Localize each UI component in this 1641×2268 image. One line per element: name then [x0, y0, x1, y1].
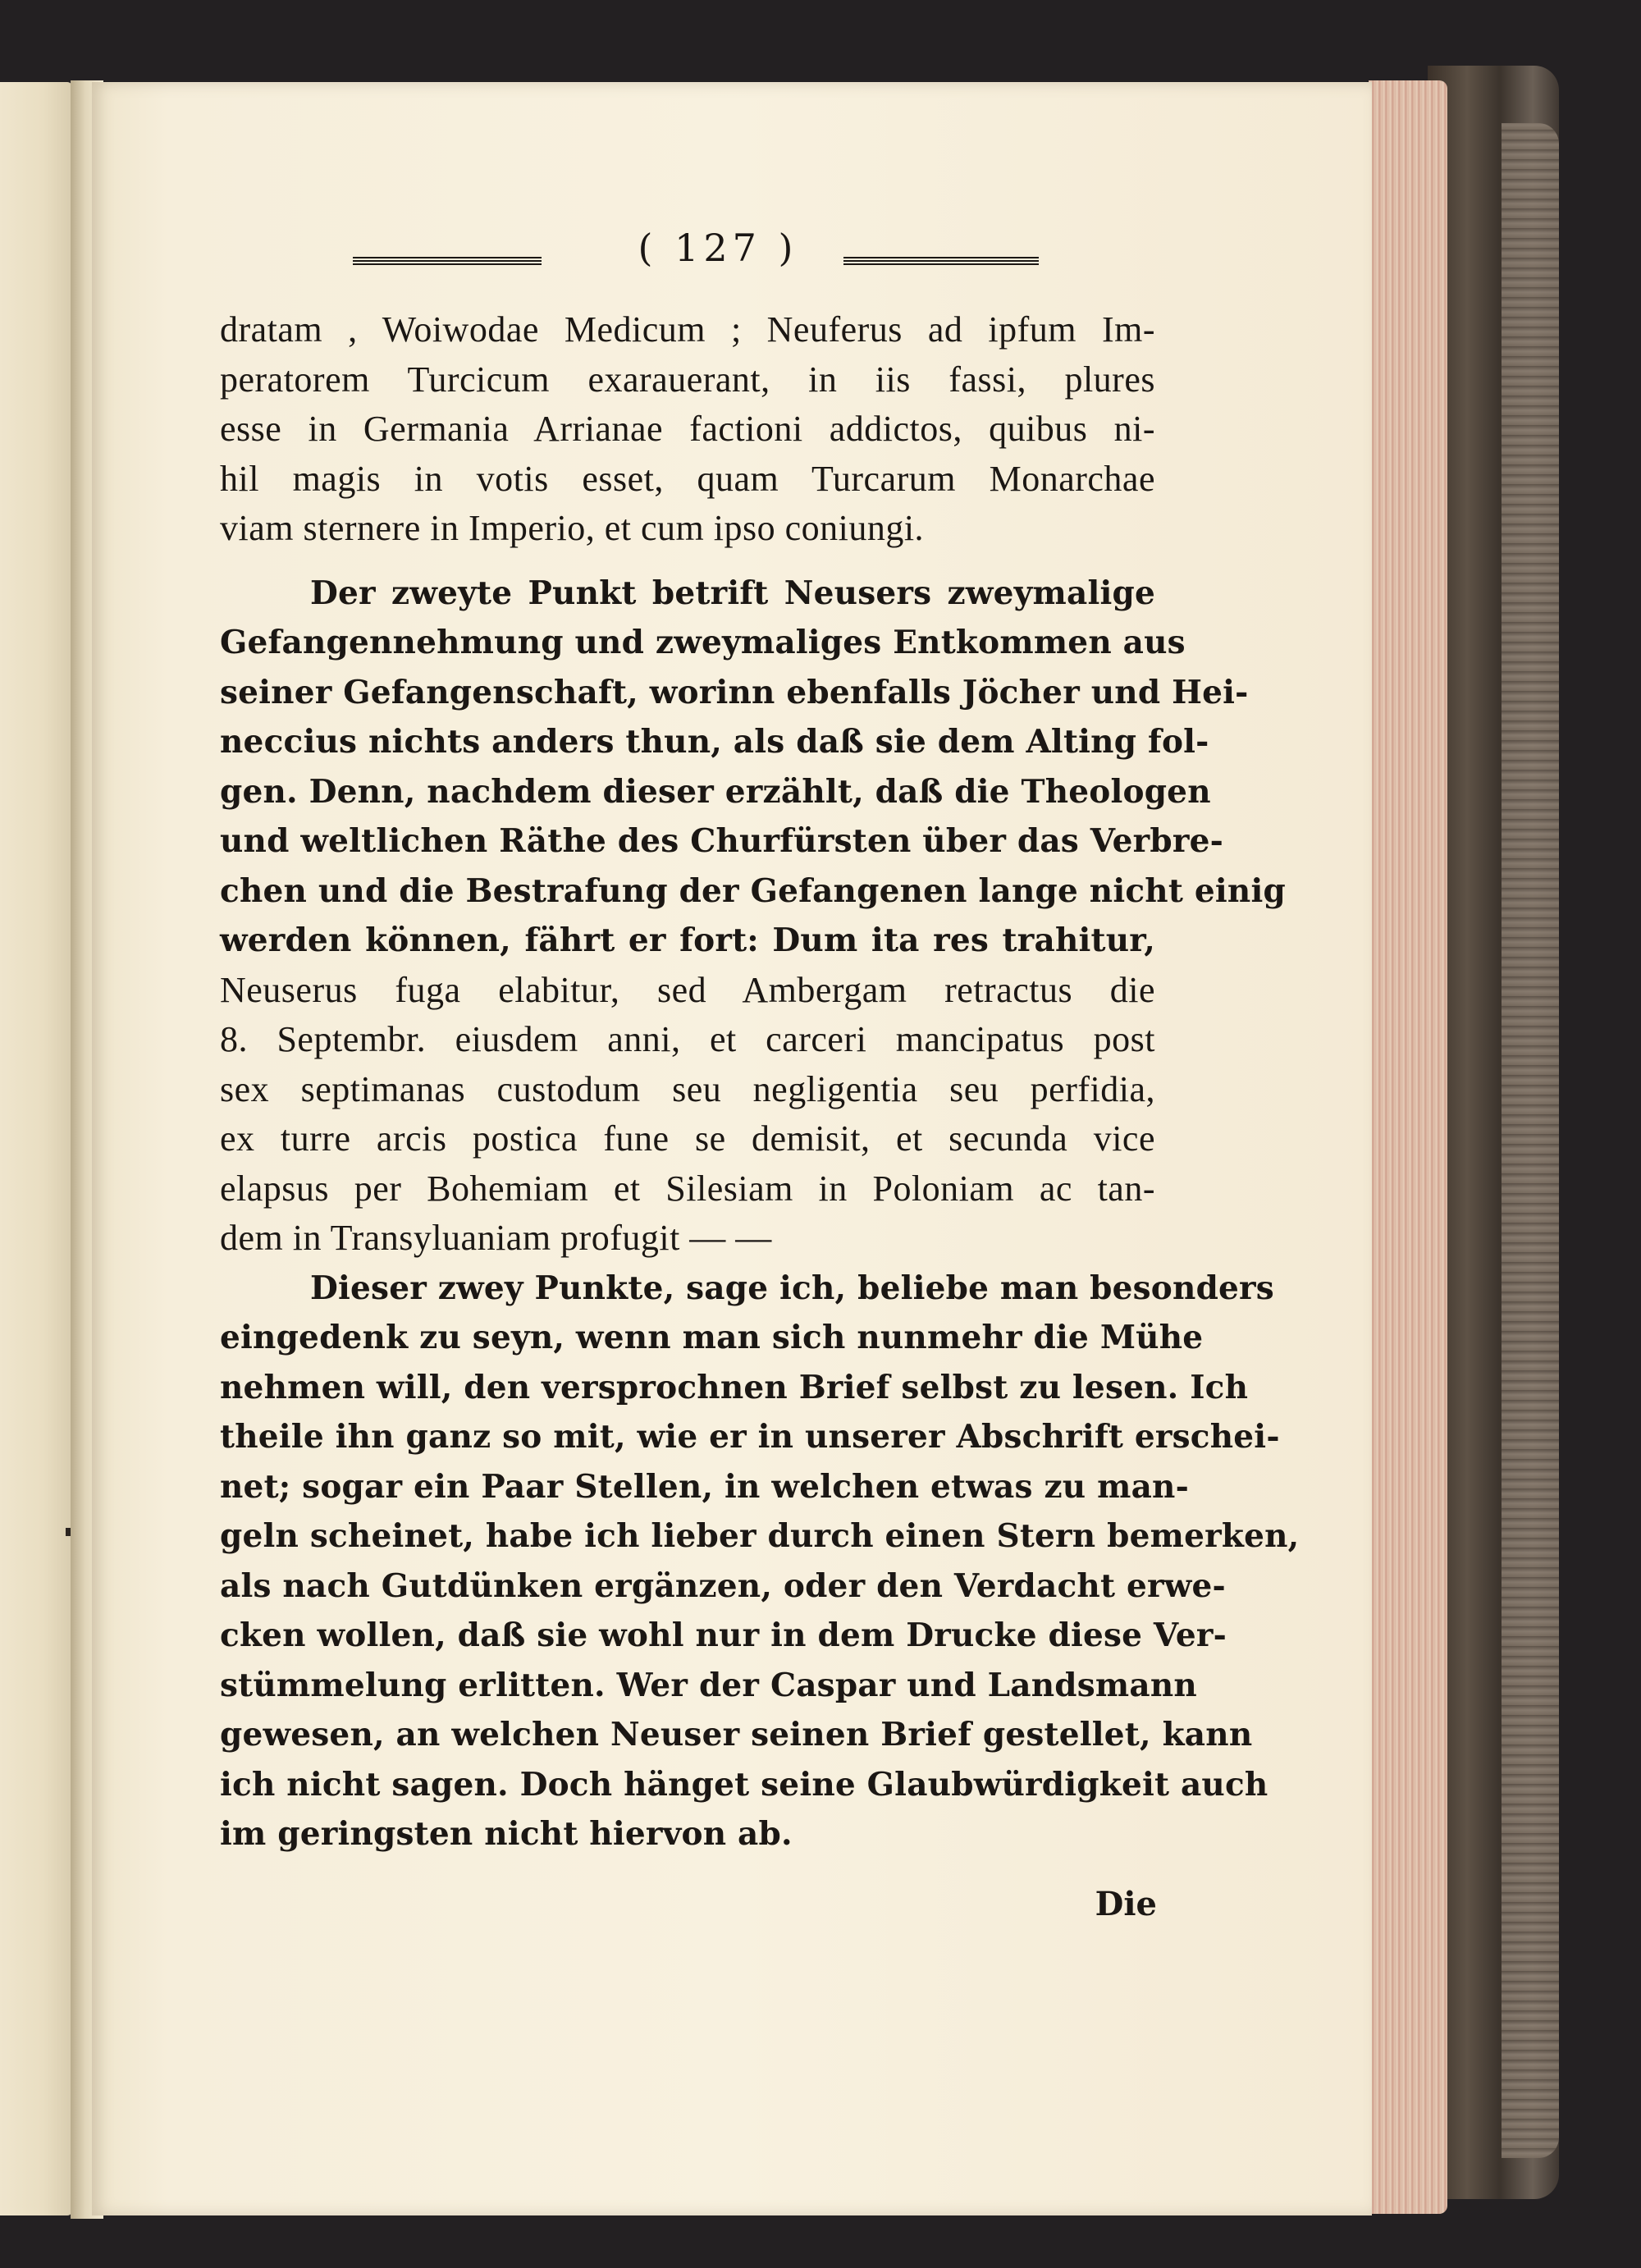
text-line: eingedenk zu seyn, wenn man sich nunmehr die Mühe	[220, 1319, 1204, 1356]
text-line: Der zweyte Punkt betrift Neusers zweymalige	[310, 574, 1155, 612]
header-rule-right	[843, 255, 1039, 265]
text-line: elapsus per Bohemiam et Silesiam in Poloniam ac tan-	[220, 1168, 1155, 1209]
page-fore-edge	[1369, 80, 1447, 2214]
text-line: esse in Germania Arrianae factioni addictos, quibus ni-	[220, 409, 1155, 449]
text-line: gen. Denn, nachdem dieser erzählt, daß die Theologen	[220, 772, 1211, 811]
text-line: im geringsten nicht hiervon ab.	[220, 1815, 793, 1853]
text-line: nehmen will, den versprochnen Brief selbst zu lesen. Ich	[220, 1368, 1249, 1406]
text-line: hil magis in votis esset, quam Turcarum Monarchae	[220, 458, 1155, 499]
text-line: net; sogar ein Paar Stellen, in welchen etwas zu man-	[220, 1467, 1189, 1506]
text-line: werden können, fährt er fort: Dum ita res trahitur,	[220, 921, 1155, 959]
text-line: dratam , Woiwodae Medicum ; Neuferus ad ipfum Im-	[220, 309, 1155, 350]
paragraph-2	[220, 569, 1286, 1264]
page-number: ( 127 )	[638, 226, 798, 270]
previous-page-edge	[0, 82, 72, 2215]
text-line: geln scheinet, habe ich lieber durch einen Stern bemerken,	[220, 1517, 1300, 1555]
catchword: Die	[1095, 1885, 1157, 1923]
text-line: ich nicht sagen. Doch hänget seine Glaubwürdigkeit auch	[220, 1765, 1268, 1804]
page-body	[220, 305, 1300, 1859]
text-line: Neuserus fuga elabitur, sed Ambergam retractus die	[220, 969, 1155, 1010]
text-line: und weltlichen Räthe des Churfürsten über das Verbre-	[220, 822, 1223, 860]
text-line: cken wollen, daß sie wohl nur in dem Drucke diese Ver-	[220, 1616, 1227, 1654]
text-line: Dieser zwey Punkte, sage ich, beliebe man besonders	[310, 1269, 1274, 1307]
text-line: 8. Septembr. eiusdem anni, et carceri mancipatus post	[220, 1019, 1155, 1059]
text-line: theile ihn ganz so mit, wie er in unserer Abschrift erschei-	[220, 1418, 1280, 1456]
text-line: sex septimanas custodum seu negligentia seu perfidia,	[220, 1068, 1155, 1109]
text-line: ex turre arcis postica fune se demisit, et secunda vice	[220, 1118, 1155, 1159]
text-line: gewesen, an welchen Neuser seinen Brief gestellet, kann	[220, 1716, 1253, 1754]
header-rule-left	[353, 255, 542, 265]
text-line: als nach Gutdünken ergänzen, oder den Verdacht erwe-	[220, 1566, 1226, 1605]
paragraph-1	[220, 305, 1155, 554]
text-line: dem in Transyluaniam profugit — —	[220, 1218, 772, 1258]
margin-mark	[66, 1528, 71, 1536]
paragraph-3	[220, 1264, 1300, 1859]
text-line: chen und die Bestrafung der Gefangenen lange nicht einig	[220, 871, 1286, 910]
cover-edge	[1502, 123, 1559, 2158]
text-line: stümmelung erlitten. Wer der Caspar und Landsmann	[220, 1666, 1197, 1704]
text-line: neccius nichts anders thun, als daß sie dem Alting fol-	[220, 723, 1209, 761]
page-header	[263, 226, 1050, 283]
text-line: Gefangennehmung und zweymaliges Entkommen aus	[220, 624, 1186, 661]
text-line: viam sternere in Imperio, et cum ipso coniungi.	[220, 508, 925, 548]
text-line: seiner Gefangenschaft, worinn ebenfalls Jöcher und Hei-	[220, 673, 1249, 711]
text-line: peratorem Turcicum exarauerant, in iis fassi, plures	[220, 359, 1155, 400]
